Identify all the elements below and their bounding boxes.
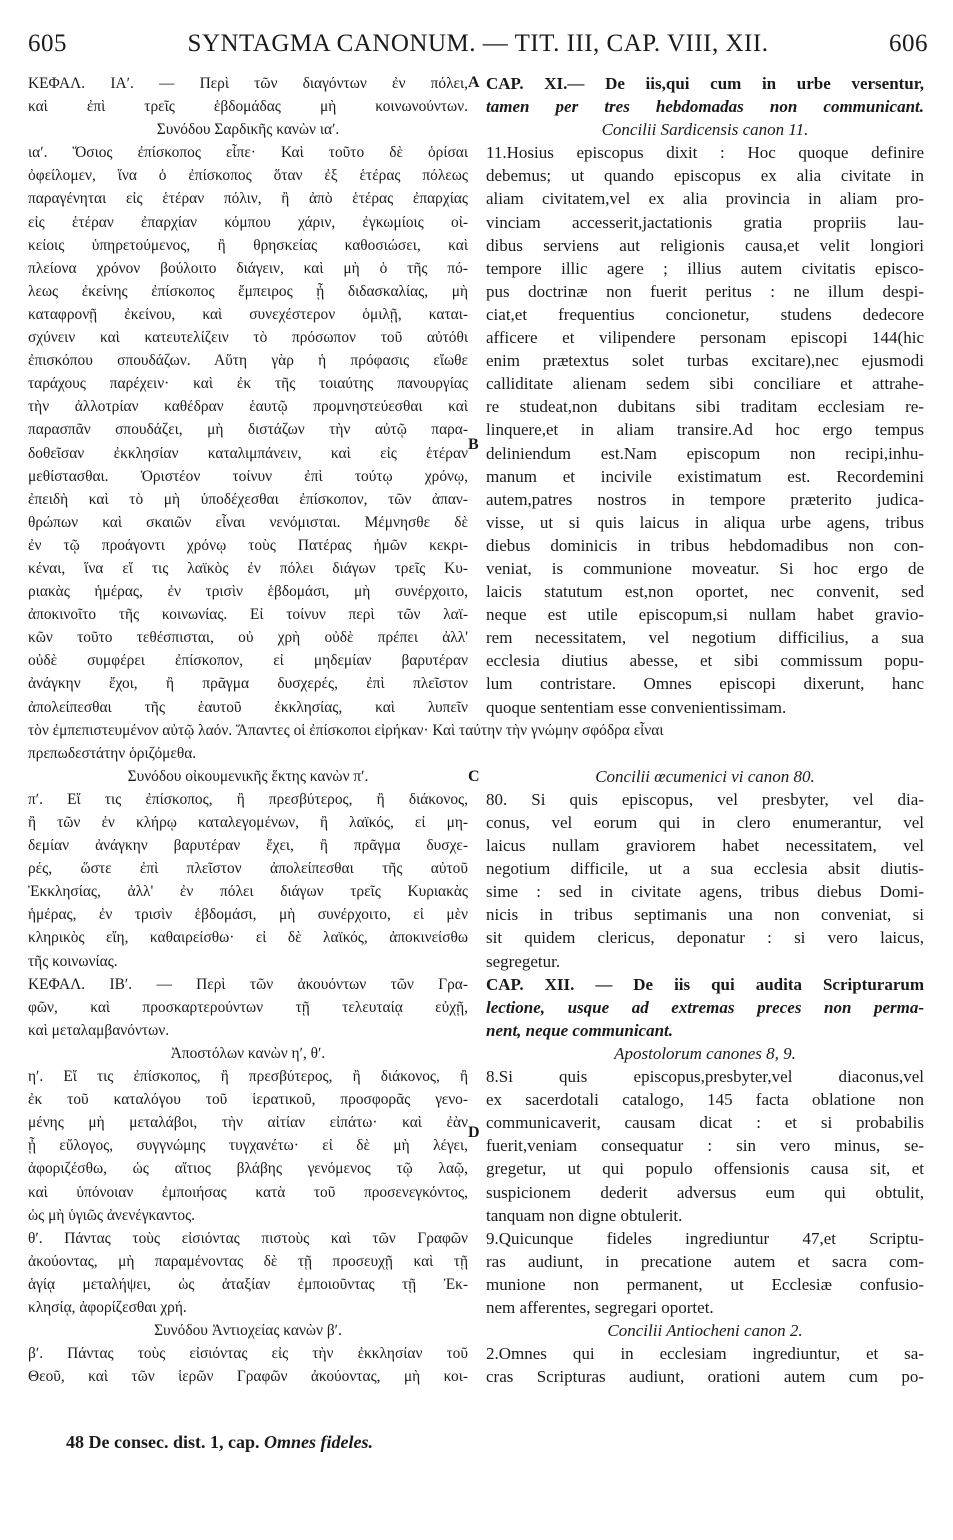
text-line: rem necessitatem, vel negotium difficilius, a sua [486, 628, 924, 648]
text-line: calliditate alienam sedem sibi conciliare et attrahe- [486, 374, 924, 394]
latin-column [486, 72, 924, 1388]
footnote-italic: Omnes fideles. [263, 1432, 373, 1452]
text-line: CAP. XII. — De iis qui audita Scripturarum [486, 974, 924, 994]
text-line: Apostolorum canones 8, 9. [614, 1043, 796, 1063]
text-line: conus, vel eorum qui in clero enumerantur, vel [486, 813, 924, 832]
text-line: ex sacerdotali catalogo, 145 facta oblatione non [486, 1090, 924, 1110]
text-line: τὴν ἀλλοτρίαν καθέδραν ἑαυτῷ προμνηστεύεσθαι καὶ [28, 398, 468, 416]
text-line: negotium difficile, ut a sua ecclesia absit diutis- [486, 859, 924, 879]
margin-letter-b: B [468, 436, 479, 453]
text-line: θʹ. Πάντας τοὺς εἰσιόντας πιστοὺς καὶ τῶν Γραφῶν [28, 1229, 468, 1247]
text-line: Συνόδου Σαρδικῆς κανὼν ιαʹ. [156, 121, 340, 139]
text-line: debemus; ut quando episcopus ex alia civitate in [486, 166, 924, 186]
text-line: vinciam accesserit,jactationis gratia propriis lau- [486, 212, 924, 232]
text-line: cras Scripturas audiunt, orationi autem cum po- [486, 1367, 924, 1387]
text-line: Ἀποστόλων κανὼν ηʹ, θʹ. [170, 1044, 326, 1062]
text-line: ἀφοριζέσθω, ὡς αἴτιος βλάβης γενόμενος τῷ λαῷ, [28, 1160, 468, 1178]
margin-letter-c: C [468, 768, 480, 785]
text-line: aliam civitatem,vel ex alia provincia in aliam pro- [486, 189, 924, 209]
text-line [486, 742, 924, 765]
text-line: ριακὰς ἡμέρας, ἐν τρισὶν ἑβδομάσι, μὴ συνέρχοιτο, [28, 583, 468, 601]
text-line: 80. Si quis episcopus, vel presbyter, vel dia- [486, 789, 924, 809]
text-line: nem afferentes, segregari oportet. [486, 1297, 714, 1317]
text-line: veniat, is communione moveatur. Si hoc ergo de [486, 558, 924, 578]
text-line: Concilii Antiocheni canon 2. [607, 1321, 803, 1341]
text-line: Concilii œcumenici vi canon 80. [595, 766, 815, 786]
text-line: tamen per tres hebdomadas non communicant. [486, 97, 924, 117]
text-line: θρώπων καὶ σκαιῶν εἶναι νενόμισται. Μέμνησθε δὲ [28, 513, 468, 531]
text-line: tempore illic agere ; illius autem civitatis episco- [486, 258, 924, 278]
text-line: 11.Hosius episcopus dixit : Hoc quoque definire [486, 143, 924, 163]
text-line: ἐν τῷ προάγοντι χρόνῳ τοὺς Πατέρας ἡμῶν κεκρι- [28, 536, 468, 554]
margin-letter-a: A [468, 74, 480, 91]
text-line: ἀπολείπεσθαι τῆς ἑαυτοῦ ἐκκλησίας, καὶ λυπεῖν [28, 698, 468, 716]
text-line: lectione, usque ad extremas preces non perma- [486, 997, 924, 1017]
text-line: παρασπᾶν σπουδάζει, μὴ διστάζων τὴν αὐτῷ παρα- [28, 421, 468, 439]
text-line: segregetur. [486, 951, 561, 971]
text-line: autem,patres nostros in tempore præterito judica- [486, 489, 924, 509]
text-line: ταράχους παρέχειν· καὶ ἐκ τῆς τοιαύτης πανουργίας [28, 375, 468, 393]
text-line: ras audiunt, in precatione autem et sacra com- [486, 1251, 924, 1271]
text-line: 9.Quicunque fideles ingrediuntur 47,et Scriptu- [486, 1228, 924, 1248]
text-line: manum et incivile existimatum est. Recordemini [486, 466, 924, 486]
text-line: κῶν τοῦτο τεθέσπισται, οὐ χρὴ οὐδὲ πρέπει ἀλλ' [28, 629, 468, 647]
text-line: ιαʹ. Ὅσιος ἐπίσκοπος εἶπε· Καὶ τοῦτο δὲ ὁρίσαι [28, 144, 468, 162]
text-line: ὡς μὴ ὑγιῶς ἀνενέγκαντος. [28, 1206, 196, 1224]
text-line: nent, neque communicant. [486, 1020, 674, 1040]
text-line: καὶ ὑπόνοιαν ἐμποιήσας κατὰ τοῦ προσενεγκόντος, [28, 1183, 468, 1201]
text-line: ηʹ. Εἴ τις ἐπίσκοπος, ἢ πρεσβύτερος, ἢ διάκονος, ἢ [28, 1068, 468, 1086]
text-line: laicus nullam graviorem habet necessitatem, vel [486, 836, 924, 856]
text-line: sit quidem clericus, deponatur : si vero laicus, [486, 928, 924, 948]
text-line: ἀκούοντας, μὴ παραμένοντας δὲ τῇ προσευχῇ καὶ τῇ [28, 1252, 468, 1270]
text-line: Ἐκκλησίας, ἀλλ' ἐν πόλει διάγων τρεῖς Κυριακὰς [28, 883, 468, 901]
text-line: ΚΕΦΑΛ. ΙΒʹ. — Περὶ τῶν ἀκουόντων τῶν Γρα- [28, 975, 468, 993]
margin-letter-d: D [468, 1124, 480, 1141]
text-line: sime : sed in civitate agens, tribus diebus Domi- [486, 882, 924, 902]
text-line: ἐπειδὴ καὶ τὸ μὴ ὑποδέχεσθαι ἐπίσκοπον, τῶν ἀπαν- [28, 490, 468, 508]
text-line: κείοις ὑπηρετούμενος, ἢ θρησκείας καθοσιώσει, καὶ [28, 236, 468, 254]
text-line: βʹ. Πάντας τοὺς εἰσιόντας εἰς τὴν ἐκκλησίαν τοῦ [28, 1345, 468, 1363]
footnote-text: De consec. dist. 1, cap. [88, 1432, 260, 1452]
text-line: enim prætextus solet turbas excitare),nec ejusmodi [486, 351, 924, 371]
text-line: δοθεῖσαν ἐκκλησίαν καταλιμπάνειν, καὶ εἰς ἑτέραν [28, 444, 468, 462]
text-line: quoque sententiam esse convenientissimam. [486, 697, 787, 717]
text-line: diebus dominicis in tribus hebdomadibus non con- [486, 535, 924, 555]
text-line: visse, ut si quis laicus in aliqua urbe agens, tribus [486, 512, 924, 532]
text-line: ciat,et frequentius concionetur, studens dedecore [486, 304, 924, 324]
text-line: deliniendum est.Nam episcopum non recipi,inhu- [486, 443, 924, 463]
text-line: 8.Si quis episcopus,presbyter,vel diaconus,vel [486, 1067, 924, 1087]
footnote [66, 1432, 373, 1453]
text-line: ἡμέρας, ἐν τρισὶν ἑβδομάσι, μὴ συνέρχοιτο, εἰ μὲν [28, 906, 468, 924]
text-line: καὶ ἐπὶ τρεῖς ἑβδομάδας μὴ κοινωνούντων. [28, 98, 468, 116]
text-line: κλησίᾳ, ἀφορίζεσθαι χρή. [28, 1298, 187, 1316]
text-line: suspicionem dederit adversus eum qui obtulit, [486, 1182, 924, 1202]
text-line: οὐδὲ συμφέρει ἐπίσκοπον, εἰ μηδεμίαν βαρυτέραν [28, 652, 468, 670]
text-line [486, 719, 924, 742]
text-line: κέναι, ἵνα εἴ τις λαϊκὸς ἐν πόλει διάγων τρεῖς Κυ- [28, 559, 468, 577]
text-line: παραγένηται εἰς ἑτέραν πόλιν, ἢ ἀπὸ ἑτέρας ἐπαρχίας [28, 190, 468, 208]
text-line: Συνόδου Ἀντιοχείας κανὼν βʹ. [154, 1322, 342, 1340]
text-line: εἰς ἑτέραν ἐπαρχίαν κόμπου χάριν, ἐγκωμίοις οἰ- [28, 213, 468, 231]
text-line: τὸν ἐμπεπιστευμένον αὐτῷ λαόν. Ἅπαντες οἱ ἐπίσκοποι εἰρήκαν· Καὶ ταύτην τὴν γνώμην σφόδρα εἶναι [28, 721, 664, 739]
text-line: τῆς κοινωνίας. [28, 952, 118, 970]
text-line: μεθίστασθαι. Ὁριστέον τοίνυν ἐπὶ τούτῳ χρόνῳ, [28, 467, 468, 485]
text-line: Συνόδου οἰκουμενικῆς ἕκτης κανὼν πʹ. [127, 767, 369, 785]
text-line: δεμίαν ἀνάγκην βαρυτέραν ἔχει, ἢ πρᾶγμα δυσχε- [28, 837, 468, 855]
text-line: ρές, ὥστε ἐπὶ πλεῖστον ἀπολείπεσθαι τῆς αὐτοῦ [28, 860, 468, 878]
running-title: SYNTAGMA CANONUM. — TIT. III, CAP. VIII, XII. [187, 30, 769, 57]
text-line: ἐκ τοῦ καταλόγου τοῦ ἱερατικοῦ, προσφορᾶς γενο- [28, 1091, 468, 1109]
page-number-left: 605 [28, 30, 67, 57]
text-line: ὀφείλομεν, ἵνα ὁ ἐπίσκοπος ὅταν ἐξ ἑτέρας πόλεως [28, 167, 468, 185]
page-number-right: 606 [889, 30, 928, 57]
text-line: dibus serviens aut religionis causa,et velit longiori [486, 235, 924, 255]
text-line: ecclesia diutius abesse, et sibi commissum popu- [486, 651, 924, 671]
text-line: tanquam non digne obtulerit. [486, 1205, 683, 1225]
text-line: μένης μὴ μεταλάβοι, τὴν αἰτίαν εἰπάτω· καὶ ἐὰν [28, 1114, 468, 1132]
text-line: Concilii Sardicensis canon 11. [601, 120, 809, 140]
text-line: communicaverit, causam dicat : et si probabilis [486, 1113, 924, 1133]
text-line: fuerit,veniam consequatur : sin vero minus, se- [486, 1136, 924, 1156]
text-line: ΚΕΦΑΛ. ΙΑʹ. — Περὶ τῶν διαγόντων ἐν πόλει, [28, 75, 468, 92]
text-line: πʹ. Εἴ τις ἐπίσκοπος, ἢ πρεσβύτερος, ἢ διάκονος, [28, 790, 468, 808]
text-line: munione non permanent, ut Ecclesiæ confusio- [486, 1274, 924, 1294]
text-line: 2.Omnes qui in ecclesiam ingrediuntur, et sa- [486, 1344, 924, 1364]
text-line: κληρικὸς εἴη, καθαιρείσθω· εἰ δὲ λαϊκός, ἀποκινείσθω [28, 929, 468, 947]
text-line: ἁγίᾳ μεταλήψει, ὡς ἀταξίαν ἐμποιοῦντας τῇ Ἐκ- [28, 1275, 468, 1293]
running-header [28, 30, 928, 64]
text-line: πλείονα χρόνον βούλοιτο διάγειν, καὶ μὴ ὁ τῆς πό- [28, 259, 468, 277]
text-line: καταφρονῇ ἐκείνου, καὶ συνεχέστερον ὁμιλῇ, καται- [28, 305, 468, 323]
text-line: pus doctrinæ non fuerit peritus : ne illum despi- [486, 281, 924, 301]
text-line: καὶ μεταλαμβανόντων. [28, 1021, 170, 1039]
text-line: afficere et vilipendere personam episcopi 144(hic [486, 328, 924, 348]
text-line: λεως ἐκείνης ἐπίσκοπος ἔμπειρος ᾖ διδασκαλίας, μὴ [28, 282, 468, 300]
text-line: nicis in tribus septimanis una non conveniat, si [486, 905, 924, 925]
text-line: ἀποκινοῖτο τῆς κοινωνίας. Εἰ τοίνυν περὶ τῶν λαϊ- [28, 606, 468, 624]
text-line: φῶν, καὶ προσκαρτερούντων τῇ τελευταίᾳ εὐχῇ, [28, 998, 468, 1016]
text-line: πρεπωδεστάτην ὁριζόμεθα. [28, 744, 197, 762]
text-line: lum contristare. Omnes episcopi dixerunt, hanc [486, 674, 924, 694]
text-line: ἐπισκόπου σπουδάζων. Αὕτη γὰρ ἡ πρόφασις εἴωθε [28, 352, 468, 370]
footnote-number: 48 [66, 1432, 84, 1452]
text-line: Θεοῦ, καὶ τῶν ἱερῶν Γραφῶν ἀκούοντας, μὴ κοι- [28, 1368, 468, 1386]
text-line: ἀνάγκην ἔχοι, ἢ πρᾶγμα δυσχερές, ἐπὶ πλεῖστον [28, 675, 468, 693]
text-line: laicis statutum est,non oportet, nec convenit, sed [486, 582, 924, 602]
text-line: σχύνειν καὶ κατευτελίζειν τὸ πρόσωπον τοῦ αὐτόθι [28, 329, 468, 347]
text-line: neque est utile episcopum,si nullam habet gravio- [486, 605, 924, 625]
text-line: CAP. XI.— De iis,qui cum in urbe versentur, [486, 74, 924, 93]
text-line: ἢ τῶν ἐν κλήρῳ καταλεγομένων, ἢ λαϊκός, εἰ μη- [28, 814, 468, 831]
text-line: re studeat,non dubitans sibi traditam ecclesiam re- [486, 397, 924, 417]
text-line: gregetur, ut qui populo offensionis causa sit, et [486, 1159, 924, 1179]
text-line: ᾖ εὔλογος, συγγνώμης τυγχανέτω· εἰ δὲ μὴ λέγει, [28, 1137, 468, 1155]
text-line: linquere,et in aliam transire.Ad hoc ergo tempus [486, 420, 924, 440]
